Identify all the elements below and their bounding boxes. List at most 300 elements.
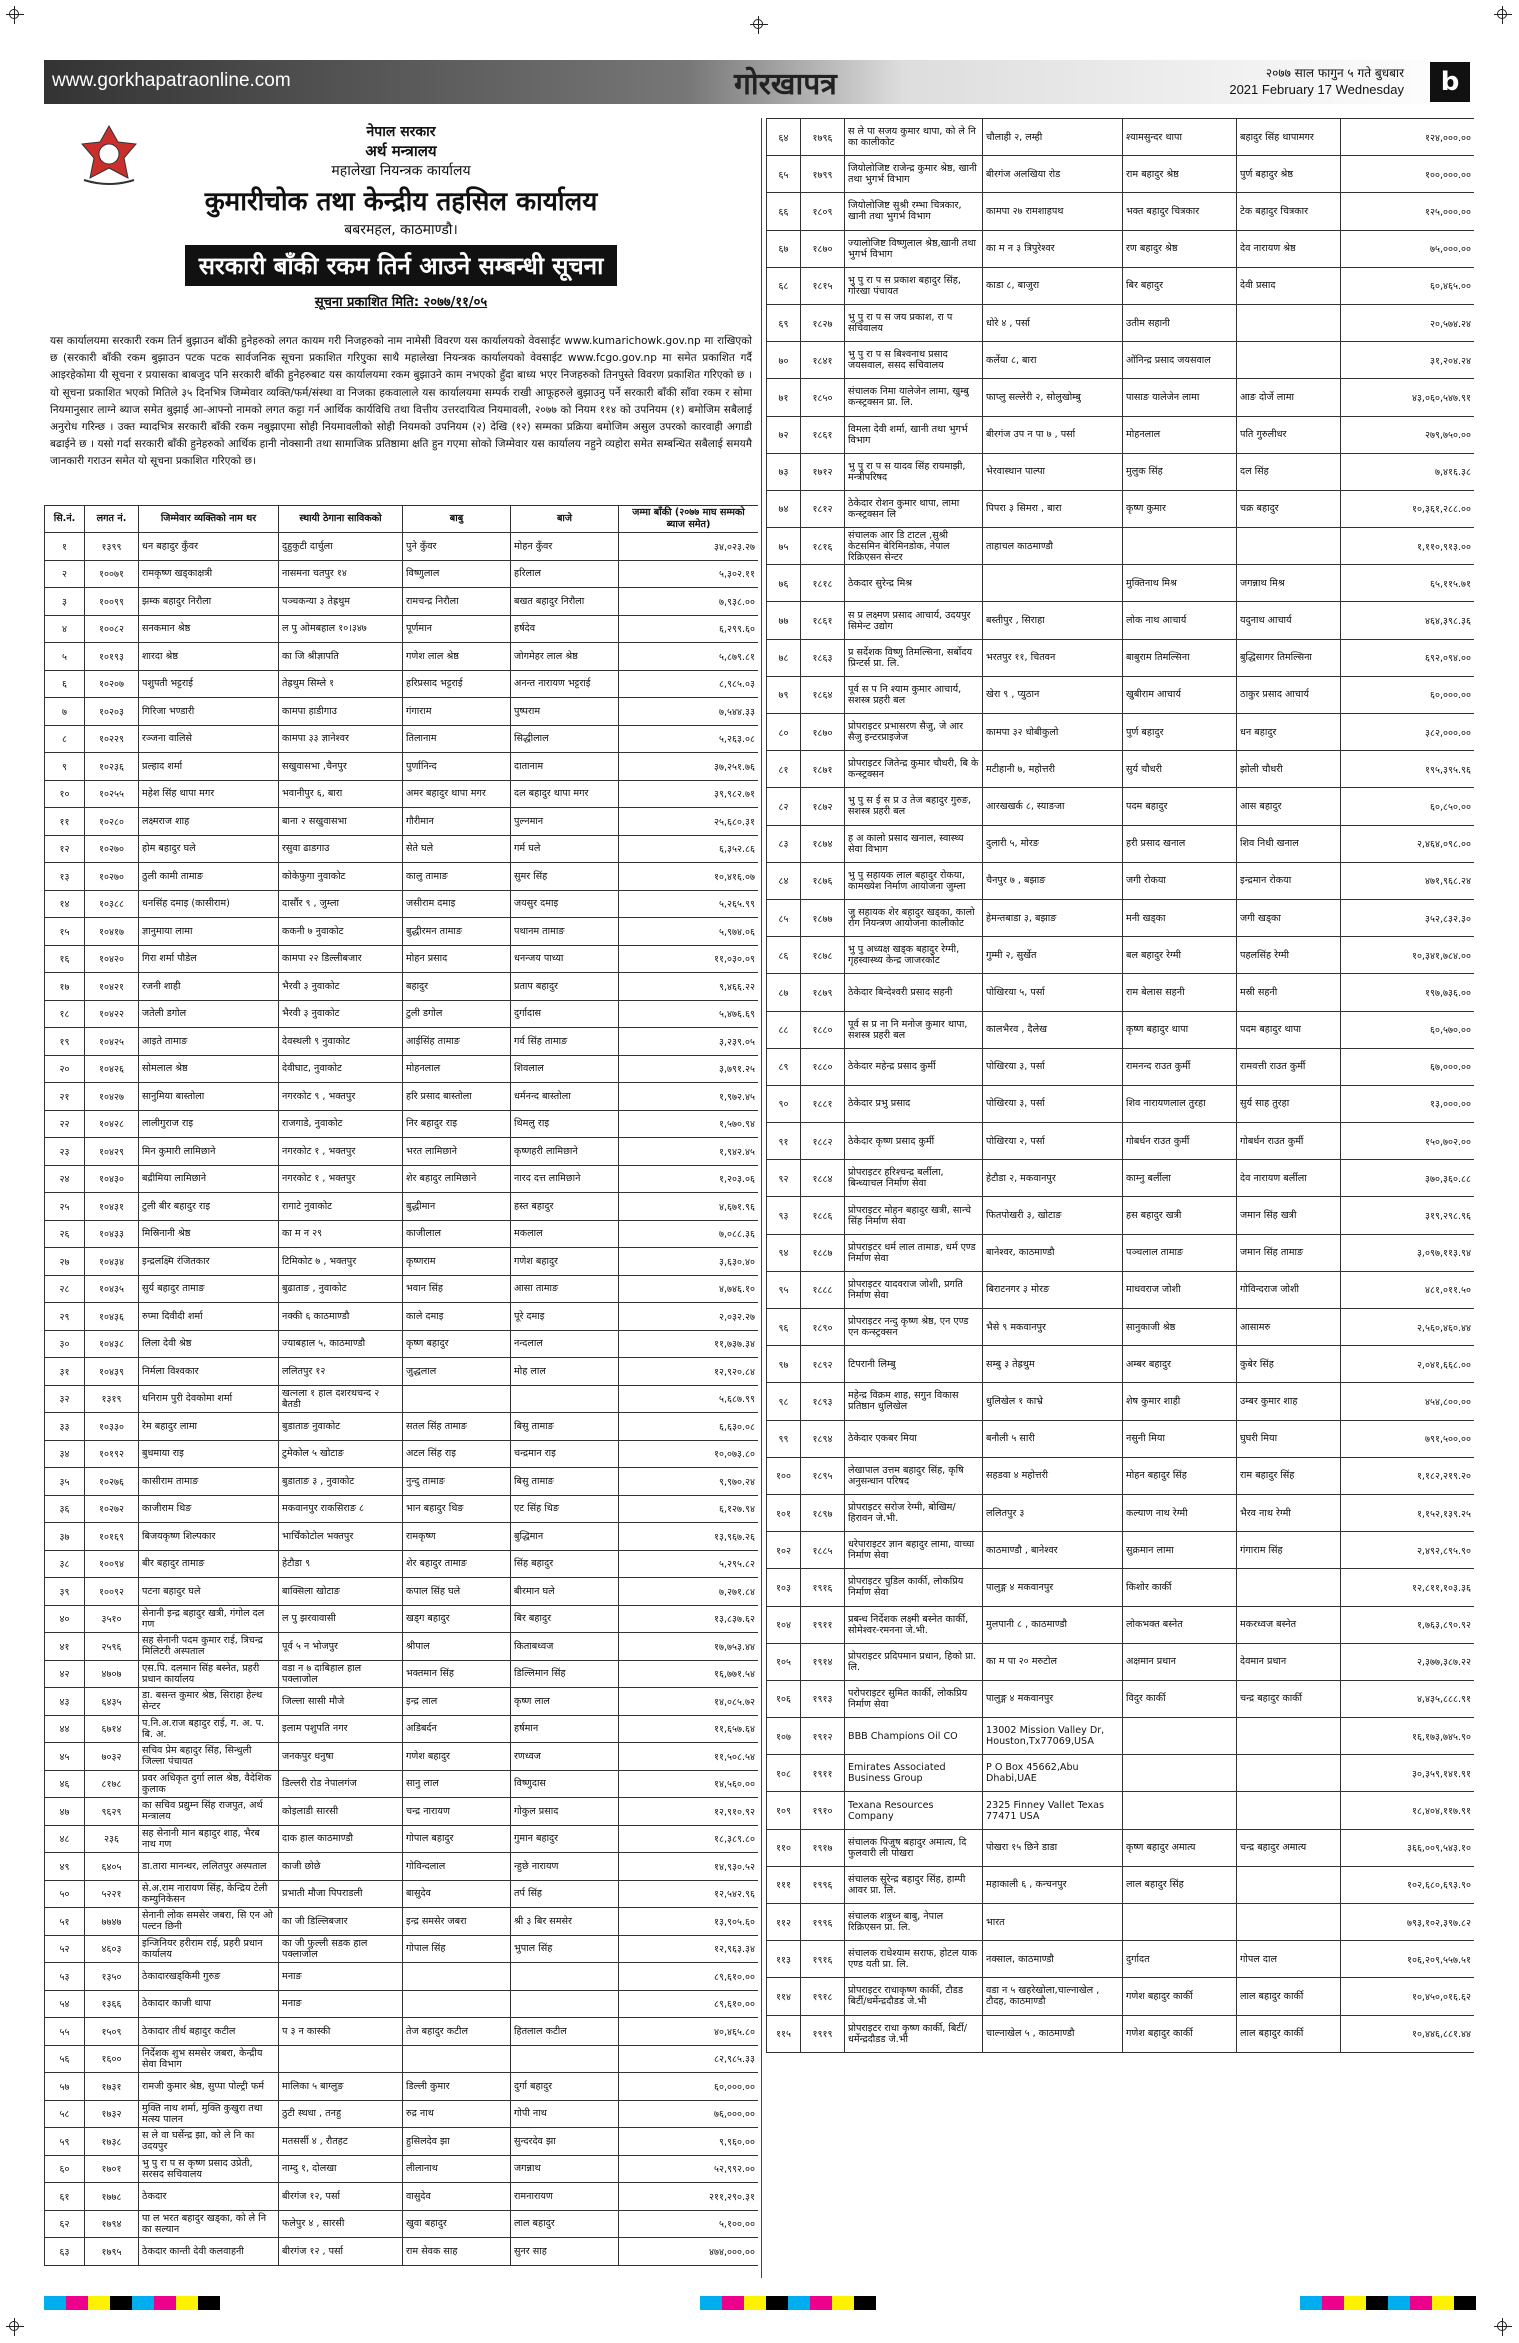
- cell-grandfather: [1237, 528, 1341, 565]
- table-row: [45, 643, 759, 671]
- cell-father: लोकभक्त बस्नेत: [1123, 1606, 1237, 1643]
- cell-address: मनाङ: [279, 1963, 403, 1991]
- cell-address: टुमेकोल ५ खोटाङ: [279, 1440, 403, 1468]
- cell-address: पालुङ्ग ४ मकवानपुर: [983, 1680, 1123, 1717]
- cell-father: कृष्णराम: [403, 1248, 511, 1276]
- cell-father: राम बेलास सहनी: [1123, 974, 1237, 1011]
- cell-grandfather: झोली चौधरी: [1237, 751, 1341, 788]
- cell-total-due: २,३७७,३८७.२२: [1341, 1643, 1475, 1680]
- table-row: [45, 1935, 759, 1963]
- cell-name: प्रोपराइटर प्रभासरण सैजु, जे आर सैजु इन्टरप्राइजेज: [845, 714, 983, 751]
- cell-total-due: ३१,२०४.२४: [1341, 342, 1475, 379]
- newspaper-logo: b: [1430, 62, 1470, 102]
- cell-record-no: १३६६: [85, 1990, 139, 2018]
- cell-address: बीरगंज उप न पा ७ , पर्सा: [983, 416, 1123, 453]
- cell-total-due: ६९२,०९४.००: [1341, 639, 1475, 676]
- cell-total-due: १०,३४१,७८४.००: [1341, 937, 1475, 974]
- cell-father: कपाल सिंह घले: [403, 1578, 511, 1606]
- website-url[interactable]: www.gorkhapatraonline.com: [52, 70, 291, 91]
- color-swatch: [810, 2296, 832, 2310]
- cell-total-due: ४७४,०००.००: [619, 2238, 759, 2266]
- cell-name: प्रवर अधिकृत दुर्गा लाल श्रेष्ठ, वैदेशिक कुलाक: [139, 1770, 279, 1798]
- cell-father: [403, 2045, 511, 2073]
- cell-address: का म न ३ त्रिपुरेश्वर: [983, 230, 1123, 267]
- table-row: [767, 193, 1475, 230]
- cell-grandfather: मस्री सहनी: [1237, 974, 1341, 1011]
- table-row: [45, 1523, 759, 1551]
- color-swatch: [1344, 2296, 1366, 2310]
- cell-record-no: १८६३: [801, 639, 845, 676]
- table-row: [767, 1569, 1475, 1606]
- cell-sn: १०४: [767, 1606, 801, 1643]
- cell-father: राम बहादुर श्रेष्ठ: [1123, 156, 1237, 193]
- cell-address: दुलारी ५, मोरङ: [983, 825, 1123, 862]
- table-row: [45, 1990, 759, 2018]
- cell-father: श्रीपाल: [403, 1633, 511, 1661]
- cell-record-no: १०४३५: [85, 1275, 139, 1303]
- cell-father: टुली डगोल: [403, 1000, 511, 1028]
- cell-total-due: ५,९७४.०६: [619, 918, 759, 946]
- cell-record-no: १५०९: [85, 2018, 139, 2046]
- cell-grandfather: गोकुल प्रसाद: [511, 1798, 619, 1826]
- table-row: [767, 1420, 1475, 1457]
- cell-total-due: ७,४१६.३८: [1341, 453, 1475, 490]
- table-row: [767, 1755, 1475, 1792]
- table-row: [767, 1606, 1475, 1643]
- cell-name: भु पु रा प स जय प्रकाश, रा प सचिवालय: [845, 304, 983, 341]
- cell-sn: ४२: [45, 1660, 85, 1688]
- cell-father: उतीम सहानी: [1123, 304, 1237, 341]
- cell-total-due: १२,९१०.९२: [619, 1798, 759, 1826]
- table-row: [45, 2155, 759, 2183]
- cell-total-due: ४,६७१.९६: [619, 1193, 759, 1221]
- cell-address: नगरकोट ९ , भक्तपुर: [279, 1083, 403, 1111]
- cell-record-no: १८८५: [801, 1532, 845, 1569]
- color-swatch: [1410, 2296, 1432, 2310]
- cell-total-due: १३,९०५.६०: [619, 1908, 759, 1936]
- cell-record-no: १९१२: [801, 1718, 845, 1755]
- cell-father: बाबुराम तिमल्सिना: [1123, 639, 1237, 676]
- cell-total-due: ७,५४४.३३: [619, 698, 759, 726]
- table-row: [45, 835, 759, 863]
- cell-record-no: १०४३०: [85, 1165, 139, 1193]
- cell-sn: ३०: [45, 1330, 85, 1358]
- government-emblem-icon: [74, 122, 144, 188]
- cell-sn: २७: [45, 1248, 85, 1276]
- cell-sn: ११२: [767, 1904, 801, 1941]
- cell-address: नक्की ६ काठमाण्डौ: [279, 1303, 403, 1331]
- header-total-due: जम्मा बाँकी (२०७७ माघ सम्मको ब्याज समेत): [619, 506, 759, 533]
- cell-name: टुली बीर बहादुर राइ: [139, 1193, 279, 1221]
- cell-record-no: १८०९: [801, 193, 845, 230]
- cell-name: रञ्जना वालिसे: [139, 725, 279, 753]
- cell-sn: ५: [45, 643, 85, 671]
- cell-name: प्रोपराइटर मोहन बहादुर खत्री, सान्चे सिंह निर्माण सेवा: [845, 1197, 983, 1234]
- cell-total-due: १७,७५३.४४: [619, 1633, 759, 1661]
- cell-father: पुर्णानिन्द: [403, 753, 511, 781]
- cell-name: भु पु रा प स बिश्वनाथ प्रसाद जयसवाल, ससद सचिवालय: [845, 342, 983, 379]
- header-address: स्थायी ठेगाना साविकको: [279, 506, 403, 533]
- cell-name: भु पु सहायक लाल बहादुर रोकया, कामख्येश निर्माण आयोजना जुम्ला: [845, 862, 983, 899]
- table-row: [45, 2210, 759, 2238]
- cell-total-due: ६५,११५.७१: [1341, 565, 1475, 602]
- cell-sn: ८: [45, 725, 85, 753]
- cell-name: ठेकादारखड्किमी गुरुङ: [139, 1963, 279, 1991]
- cell-name: धनसिंह दमाइ (कासीराम): [139, 890, 279, 918]
- cell-address: प्रभाती मौजा पिपराडली: [279, 1880, 403, 1908]
- cell-record-no: १८७७: [801, 899, 845, 936]
- cell-total-due: ८९,६१०.००: [619, 1990, 759, 2018]
- cell-sn: ७२: [767, 416, 801, 453]
- cell-address: चौलाही २, लम्ही: [983, 119, 1123, 156]
- cell-sn: ८७: [767, 974, 801, 1011]
- cell-father: भक्तमान सिंह: [403, 1660, 511, 1688]
- cell-sn: ३८: [45, 1550, 85, 1578]
- cell-grandfather: डिल्लिमान सिंह: [511, 1660, 619, 1688]
- cell-name: संचालक निमा यालेजेन लामा, खुम्बु कन्स्ट्रक्सन प्रा. लि.: [845, 379, 983, 416]
- cell-sn: ५१: [45, 1908, 85, 1936]
- cell-address: फलेपुर ४ , सारसी: [279, 2210, 403, 2238]
- cell-sn: ८६: [767, 937, 801, 974]
- notice-address: बबरमहल, काठमाण्डौ।: [344, 222, 458, 238]
- cell-record-no: १८६४: [801, 676, 845, 713]
- cell-name: परोपराइटर सुमित कार्की, लोकप्रिय निर्माण सेवा: [845, 1680, 983, 1717]
- cell-address: धोरे ४ , पर्सा: [983, 304, 1123, 341]
- cell-total-due: ५,१००.००: [619, 2210, 759, 2238]
- cell-record-no: १९१०: [801, 1792, 845, 1829]
- cell-total-due: १,११०,९१३.००: [1341, 528, 1475, 565]
- cell-grandfather: देव नारायण बर्लीला: [1237, 1160, 1341, 1197]
- cell-total-due: ४६४,३९८.३६: [1341, 602, 1475, 639]
- cell-address: का म न २९: [279, 1220, 403, 1248]
- cell-grandfather: एट सिंह थिङ: [511, 1495, 619, 1523]
- cell-father: हस बहादुर खत्री: [1123, 1197, 1237, 1234]
- cell-address: बस्तीपुर , सिराहा: [983, 602, 1123, 639]
- cell-record-no: ७७४७: [85, 1908, 139, 1936]
- cell-name: भु पु रा प स यादव सिंह रायमाझी, मन्त्रीपरिषद: [845, 453, 983, 490]
- cell-address: बीरगंज १२ , पर्सा: [279, 2238, 403, 2266]
- cell-total-due: ७,२७१.८४: [619, 1578, 759, 1606]
- cell-total-due: ११,६५७.६४: [619, 1715, 759, 1743]
- cell-name: एस.पि. दलमान सिंह बस्नेत, प्रहरी प्रधान कार्यालय: [139, 1660, 279, 1688]
- cell-total-due: ५,४७६.६९: [619, 1000, 759, 1028]
- cell-address: मालिका ५ बाग्लुङ: [279, 2073, 403, 2101]
- cell-grandfather: मोह लाल: [511, 1358, 619, 1386]
- cell-grandfather: गुमान बहादुर: [511, 1825, 619, 1853]
- cell-grandfather: शिवलाल: [511, 1055, 619, 1083]
- cell-father: गोबर्धन राउत कुर्मी: [1123, 1123, 1237, 1160]
- cell-grandfather: आसामरु: [1237, 1309, 1341, 1346]
- cell-record-no: १९१६: [801, 1569, 845, 1606]
- cell-grandfather: [511, 1990, 619, 2018]
- cell-sn: ४३: [45, 1688, 85, 1716]
- cell-sn: ७३: [767, 453, 801, 490]
- cell-total-due: ७५,०००.००: [1341, 230, 1475, 267]
- cell-address: प ३ न कास्की: [279, 2018, 403, 2046]
- cell-record-no: १०२०७: [85, 670, 139, 698]
- cell-total-due: ५,२६३.०८: [619, 725, 759, 753]
- cell-father: मोहनलाल: [403, 1055, 511, 1083]
- cell-name: ठेकदार: [139, 2183, 279, 2211]
- cell-record-no: १३५०: [85, 1963, 139, 1991]
- color-swatch: [1300, 2296, 1322, 2310]
- cell-record-no: ६७१४: [85, 1715, 139, 1743]
- cell-address: का जी फुल्ली सडक हाल पक्लाजोल: [279, 1935, 403, 1963]
- cell-name: महेश सिंह थापा मगर: [139, 780, 279, 808]
- cell-father: मनी खड्का: [1123, 899, 1237, 936]
- table-row: [767, 788, 1475, 825]
- cell-name: लिला देवी श्रेष्ठ: [139, 1330, 279, 1358]
- color-swatch: [788, 2296, 810, 2310]
- table-row: [767, 379, 1475, 416]
- cell-name: धरेपाराइटर ज्ञान बहादुर लामा, वाच्चा निर्माण सेवा: [845, 1532, 983, 1569]
- cell-name: संचालक पिजुष बहादुर अमात्य, दि फुलवारी ली पोखरा: [845, 1829, 983, 1866]
- table-row: [45, 1853, 759, 1881]
- header-record-no: लगत नं.: [85, 506, 139, 533]
- cell-sn: १०३: [767, 1569, 801, 1606]
- cell-record-no: १८२७: [801, 304, 845, 341]
- table-row: [45, 1908, 759, 1936]
- cell-address: पोखिरया ३, पर्सा: [983, 1048, 1123, 1085]
- cell-record-no: १०२०३: [85, 698, 139, 726]
- cell-father: हरि प्रसाद बास्तोला: [403, 1083, 511, 1111]
- cell-total-due: १९७,७३६.००: [1341, 974, 1475, 1011]
- cell-grandfather: रामवत्ती राउत कुर्मी: [1237, 1048, 1341, 1085]
- cell-grandfather: रणध्वज: [511, 1743, 619, 1771]
- table-body-right: [767, 119, 1475, 2053]
- cell-sn: १०: [45, 780, 85, 808]
- cell-name: सचिव प्रेम बहादुर सिंह, सिन्धुली जिल्ला पंचायत: [139, 1743, 279, 1771]
- cell-father: गौरीमान: [403, 808, 511, 836]
- table-row: [45, 2100, 759, 2128]
- cell-total-due: ५,३०२.११: [619, 560, 759, 588]
- cell-address: बीरगंज अलखिया रोड: [983, 156, 1123, 193]
- cell-total-due: ६,१२७.९४: [619, 1495, 759, 1523]
- cell-record-no: १७९६: [801, 119, 845, 156]
- table-row: [45, 973, 759, 1001]
- cell-sn: १: [45, 533, 85, 561]
- cell-record-no: १९१६: [801, 1941, 845, 1978]
- table-row: [45, 808, 759, 836]
- cell-grandfather: [1237, 1718, 1341, 1755]
- cell-grandfather: पहलसिंह रेग्मी: [1237, 937, 1341, 974]
- cell-total-due: २०,५७४.२४: [1341, 304, 1475, 341]
- header-father: बाबु: [403, 506, 511, 533]
- print-colorbar-center: [700, 2296, 876, 2310]
- cell-record-no: १८९०: [801, 1309, 845, 1346]
- cell-name: संचालक आर डि टाटल ,सुश्री केटसमिन बेरिमिनडोक, नेपाल रिक्रिएसन सेन्टर: [845, 528, 983, 565]
- cell-address: नासमना चतपुर १४: [279, 560, 403, 588]
- cell-father: मुलुक सिंह: [1123, 453, 1237, 490]
- cell-father: मोहन बहादुर सिंह: [1123, 1457, 1237, 1494]
- cell-total-due: ४,४३५,८८८.९१: [1341, 1680, 1475, 1717]
- cell-sn: २३: [45, 1138, 85, 1166]
- table-row: [45, 1770, 759, 1798]
- cell-name: प्रोपराइटर राधाकृष्ण कार्की, टौडड बिर्टी/धर्मेन्द्रदौडड जे.भी: [845, 1978, 983, 2015]
- cell-record-no: १०४३३: [85, 1220, 139, 1248]
- color-swatch: [832, 2296, 854, 2310]
- cell-address: ककनी ७ नुवाकोट: [279, 918, 403, 946]
- notice-gov: नेपाल सरकार: [366, 124, 436, 140]
- cell-total-due: ११,०३०.०९: [619, 945, 759, 973]
- cell-sn: ९९: [767, 1420, 801, 1457]
- cell-record-no: १००९२: [85, 1578, 139, 1606]
- cell-total-due: ६,६३०.०८: [619, 1413, 759, 1441]
- cell-name: निर्मला विश्वकार: [139, 1358, 279, 1386]
- cell-grandfather: चक्र बहादुर: [1237, 490, 1341, 527]
- cell-address: पञ्चकन्या ३ तेह्रथुम: [279, 588, 403, 616]
- cell-total-due: १४,९३०.५२: [619, 1853, 759, 1881]
- cell-father: तेज बहादुर कटील: [403, 2018, 511, 2046]
- cell-total-due: १३,८३७.६२: [619, 1605, 759, 1633]
- cell-grandfather: चन्द्र बहादुर कार्की: [1237, 1680, 1341, 1717]
- cell-sn: ४९: [45, 1853, 85, 1881]
- cell-father: गोविन्दलाल: [403, 1853, 511, 1881]
- date-nepali: २०७७ साल फागुन ५ गते बुधबार: [1265, 66, 1404, 80]
- table-row: [45, 863, 759, 891]
- cell-total-due: १,७६३,८९०.९२: [1341, 1606, 1475, 1643]
- cell-record-no: १०२७६: [85, 1468, 139, 1496]
- cell-record-no: १८७४: [801, 825, 845, 862]
- cell-total-due: १२४,०००.००: [1341, 119, 1475, 156]
- table-row: [767, 1941, 1475, 1978]
- cell-father: श्यामसुन्दर थापा: [1123, 119, 1237, 156]
- cell-total-due: ७,९३८.००: [619, 588, 759, 616]
- cell-name: प्रोपराइटर चुडिल कार्की, लोकप्रिय निर्माण सेवा: [845, 1569, 983, 1606]
- cell-record-no: १०१९३: [85, 643, 139, 671]
- cell-name: रामजी कुमार श्रेष्ठ, सुप्पा पोल्ट्री फर्म: [139, 2073, 279, 2101]
- cell-grandfather: पुल्नमान: [511, 808, 619, 836]
- cell-grandfather: [1237, 342, 1341, 379]
- cell-grandfather: बिसु तामाङ: [511, 1413, 619, 1441]
- cell-total-due: १००,०००.००: [1341, 156, 1475, 193]
- table-row: [45, 1220, 759, 1248]
- color-swatch: [1388, 2296, 1410, 2310]
- cell-sn: २९: [45, 1303, 85, 1331]
- cell-total-due: १८,३८९.८०: [619, 1825, 759, 1853]
- cell-record-no: १७९९: [801, 156, 845, 193]
- column-divider: [761, 118, 762, 2278]
- cell-total-due: १,५७०.९४: [619, 1110, 759, 1138]
- table-row: [45, 1743, 759, 1771]
- cell-total-due: १२५,०००.००: [1341, 193, 1475, 230]
- cell-father: बिर बहादुर: [1123, 267, 1237, 304]
- cell-sn: ९४: [767, 1234, 801, 1271]
- cell-name: रेम बहादुर लामा: [139, 1413, 279, 1441]
- table-row: [45, 725, 759, 753]
- cell-record-no: १०२७२: [85, 1495, 139, 1523]
- cell-name: सेनानी लोक समसेर जबरा, सि एन ओ पल्टन छिनी: [139, 1908, 279, 1936]
- cell-father: लाल बहादुर सिंह: [1123, 1866, 1237, 1903]
- cell-grandfather: आस बहादुर: [1237, 788, 1341, 825]
- color-swatch: [110, 2296, 132, 2310]
- cell-total-due: १०,४५०,०१६.६२: [1341, 1978, 1475, 2015]
- cell-address: डिल्लरी रोड नेपालगंज: [279, 1770, 403, 1798]
- cell-record-no: १०४१७: [85, 918, 139, 946]
- cell-father: तिलानाम: [403, 725, 511, 753]
- cell-record-no: १०४२७: [85, 1083, 139, 1111]
- cell-grandfather: ठाकुर प्रसाद आचार्य: [1237, 676, 1341, 713]
- cell-record-no: १०४३६: [85, 1303, 139, 1331]
- cell-grandfather: मोहन कुँवर: [511, 533, 619, 561]
- cell-grandfather: हर्षमान: [511, 1715, 619, 1743]
- cell-address: पोखिरया ३, पर्सा: [983, 1085, 1123, 1122]
- cell-sn: ७१: [767, 379, 801, 416]
- cell-grandfather: [511, 1385, 619, 1413]
- cell-sn: २०: [45, 1055, 85, 1083]
- cell-record-no: १०४२५: [85, 1028, 139, 1056]
- cell-total-due: ४३,०६०,५४७.९१: [1341, 379, 1475, 416]
- cell-address: कामपा २७ रामशाहपथ: [983, 193, 1123, 230]
- table-row: [45, 945, 759, 973]
- cell-record-no: १०२७०: [85, 863, 139, 891]
- cell-name: स ले पा सजय कुमार थापा, को ले नि का कालीकोट: [845, 119, 983, 156]
- cell-name: जियोलोजिष्ट सुश्री रम्भा चित्रकार, खानी तथा भुगर्भ विभाग: [845, 193, 983, 230]
- cell-sn: ६८: [767, 267, 801, 304]
- cell-grandfather: जगन्नाथ मिश्र: [1237, 565, 1341, 602]
- cell-total-due: १२,९२०.८४: [619, 1358, 759, 1386]
- cell-total-due: १८,४०४,११७.९१: [1341, 1792, 1475, 1829]
- cell-father: बहादुर: [403, 973, 511, 1001]
- table-row: [767, 1234, 1475, 1271]
- cell-address: हेटौडा ९: [279, 1550, 403, 1578]
- cell-record-no: ३५१०: [85, 1605, 139, 1633]
- cell-grandfather: यदुनाथ आचार्य: [1237, 602, 1341, 639]
- table-row: [45, 1083, 759, 1111]
- cell-record-no: १०४३४: [85, 1248, 139, 1276]
- table-row: [767, 1309, 1475, 1346]
- cell-address: फितपोखरी ३, खोटाङ: [983, 1197, 1123, 1234]
- cell-sn: १०७: [767, 1718, 801, 1755]
- cell-sn: ७४: [767, 490, 801, 527]
- cell-address: चैनपुर ७ , बझाङ: [983, 862, 1123, 899]
- print-colorbar-left: [44, 2296, 220, 2310]
- cell-total-due: ४,७४६.१०: [619, 1275, 759, 1303]
- cell-name: भु पु स ई स प्र उ तेज बहादुर गुरुङ, सशस्त्र प्रहरी बल: [845, 788, 983, 825]
- cell-record-no: १०२५५: [85, 780, 139, 808]
- cell-address: भैरवी ३ नुवाकोट: [279, 973, 403, 1001]
- cell-grandfather: हरिलाल: [511, 560, 619, 588]
- cell-father: अडिबर्दन: [403, 1715, 511, 1743]
- cell-father: इन्द्र लाल: [403, 1688, 511, 1716]
- cell-record-no: १०२८०: [85, 808, 139, 836]
- cell-record-no: १०४३८: [85, 1330, 139, 1358]
- cell-father: भवान सिंह: [403, 1275, 511, 1303]
- cell-sn: ८३: [767, 825, 801, 862]
- cell-grandfather: सुमर सिंह: [511, 863, 619, 891]
- cell-address: फाप्लु सल्लेरी २, सोलुखोम्बु: [983, 379, 1123, 416]
- cell-grandfather: लाल बहादुर कार्की: [1237, 2015, 1341, 2052]
- cell-sn: ६४: [767, 119, 801, 156]
- cell-grandfather: मकलाल: [511, 1220, 619, 1248]
- cell-father: हरिप्रसाद भट्टराई: [403, 670, 511, 698]
- cell-record-no: १०४२६: [85, 1055, 139, 1083]
- table-row: [767, 565, 1475, 602]
- cell-name: ठेकेदार कृष्ण प्रसाद कुर्मी: [845, 1123, 983, 1160]
- cell-total-due: १०,४१६.०७: [619, 863, 759, 891]
- cell-name: सनकमान श्रेष्ठ: [139, 615, 279, 643]
- cell-father: भान बहादुर थिङ: [403, 1495, 511, 1523]
- cell-total-due: २,५६०,४६०.४४: [1341, 1309, 1475, 1346]
- cell-address: टिमिकोट ७ , भक्तपुर: [279, 1248, 403, 1276]
- cell-sn: २८: [45, 1275, 85, 1303]
- cell-father: बासुदेव: [403, 1880, 511, 1908]
- cell-address: 13002 Mission Valley Dr, Houston,Tx77069,USA: [983, 1718, 1123, 1755]
- cell-total-due: ६,२९९.६०: [619, 615, 759, 643]
- cell-grandfather: बहादुर सिंह थापामगर: [1237, 119, 1341, 156]
- cell-address: भार्चिंकोटोल भक्तपुर: [279, 1523, 403, 1551]
- cell-grandfather: हस्त बहादुर: [511, 1193, 619, 1221]
